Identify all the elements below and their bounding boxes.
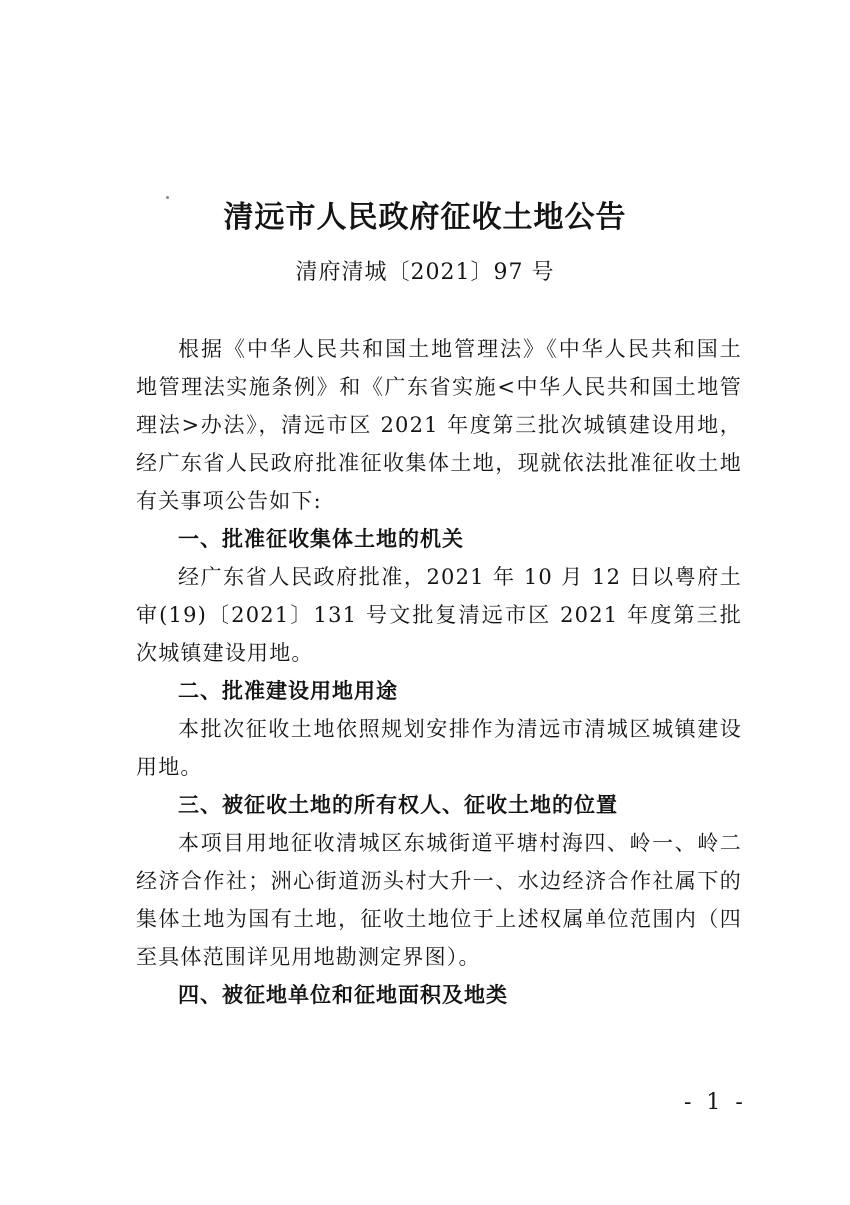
section-heading-4: 四、被征地单位和征地面积及地类: [178, 983, 508, 1007]
document-number: 清府清城〔2021〕97 号: [295, 260, 555, 285]
section-paragraph-1: 经广东省人民政府批准，2021 年 10 月 12 日以粤府土审(19)〔2021〕131 号文批复清远市区 2021 年度第三批次城镇建设用地。: [136, 565, 742, 665]
section-paragraph-3: 本项目用地征收清城区东城街道平塘村海四、岭一、岭二经济合作社；洲心街道沥头村大升一、水边经济合作社属下的集体土地为国有土地，征收土地位于上述权属单位范围内（四至具体范围详见用地勘测定界图）。: [136, 831, 742, 969]
page-title: 清远市人民政府征收土地公告: [223, 200, 627, 236]
document-body: [136, 330, 742, 1014]
section-paragraph-2: 本批次征收土地依照规划安排作为清远市清城区城镇建设用地。: [136, 717, 742, 779]
section-heading-1: 一、批准征收集体土地的机关: [178, 527, 464, 551]
page-number: - 1 -: [684, 1090, 747, 1115]
section-heading-2: 二、批准建设用地用途: [178, 679, 398, 703]
section-heading-3: 三、被征收土地的所有权人、征收土地的位置: [178, 793, 618, 817]
intro-paragraph: 根据《中华人民共和国土地管理法》《中华人民共和国土地管理法实施条例》和《广东省实施<中华人民共和国土地管理法>办法》，清远市区 2021 年度第三批次城镇建设用地，经广东省人民政府批准征收集体土地，现就依法批准征收土地有关事项公告如下:: [136, 337, 742, 513]
